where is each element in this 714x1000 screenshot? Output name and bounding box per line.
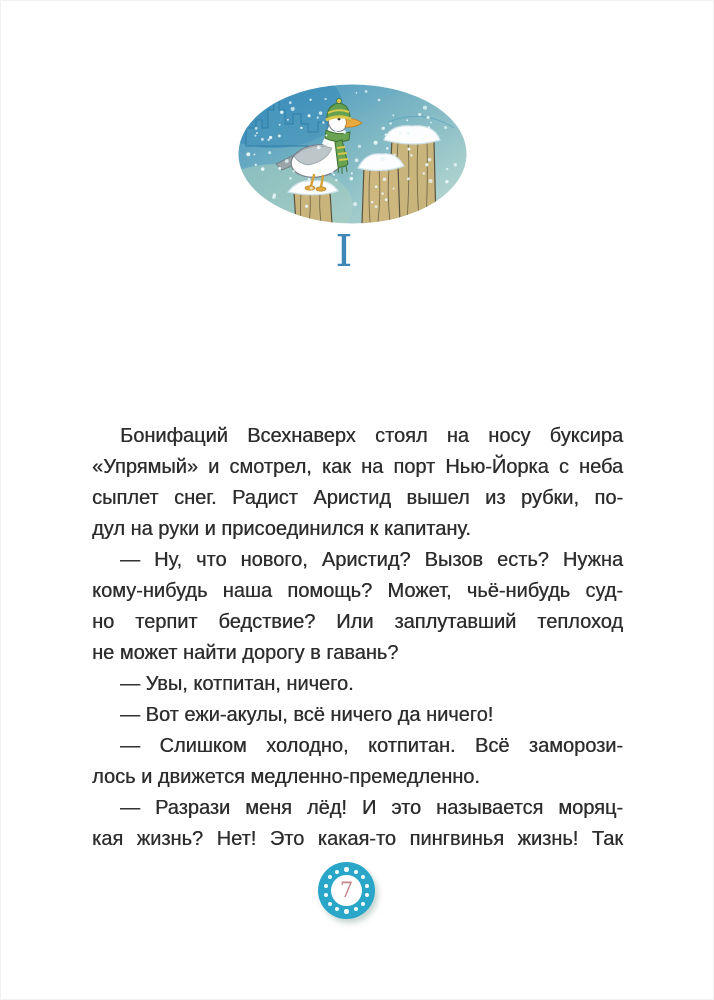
ring-dot: [335, 907, 339, 911]
page-text: [92, 421, 623, 855]
page-number-inner-circle: [331, 875, 362, 906]
ring-dot: [361, 875, 365, 879]
text-line: но терпит бедствие? Или заплутавший теплоход: [92, 611, 623, 633]
page-number: 7: [339, 878, 354, 902]
text-line: кая жизнь? Нет! Это какая-то пингвинья жизнь! Так: [92, 828, 623, 850]
ring-dot: [324, 893, 328, 897]
ring-dot: [335, 870, 339, 874]
chapter-number: I: [335, 226, 353, 277]
text-line: — Вот ежи-акулы, всё ничего да ничего!: [120, 704, 494, 726]
text-line: дул на руки и присоединился к капитану.: [92, 518, 471, 540]
page-number-badge: [318, 862, 375, 919]
text-line: не может найти дорогу в гавань?: [92, 642, 399, 664]
text-line: — Увы, котпитан, ничего.: [120, 673, 354, 695]
ring-dot: [361, 902, 365, 906]
text-line: — Слишком холодно, котпитан. Всё заморози-: [120, 735, 623, 757]
text-line: «Упрямый» и смотрел, как на порт Нью-Йорка с неба: [92, 456, 623, 478]
ring-dot: [328, 902, 332, 906]
ring-dot: [324, 884, 328, 888]
ring-dot: [328, 875, 332, 879]
text-line: Бонифаций Всехнаверх стоял на носу буксира: [120, 425, 623, 447]
text-line: лось и движется медленно-премедленно.: [92, 766, 480, 788]
ring-dot: [354, 907, 358, 911]
ring-dot: [354, 870, 358, 874]
text-line: кому-нибудь наша помощь? Может, чьё-нибудь суд-: [92, 580, 623, 602]
ring-dot: [365, 884, 369, 888]
ring-dot: [344, 909, 348, 913]
chapter-illustration: [238, 84, 467, 224]
text-line: сыплет снег. Радист Аристид вышел из рубки, по-: [92, 487, 623, 509]
ring-dot: [344, 867, 348, 871]
text-line: — Ну, что нового, Аристид? Вызов есть? Нужна: [120, 549, 623, 571]
ring-dot: [365, 893, 369, 897]
text-line: — Разрази меня лёд! И это называется моряц-: [120, 797, 623, 819]
seagull-illustration-svg: [238, 84, 467, 224]
